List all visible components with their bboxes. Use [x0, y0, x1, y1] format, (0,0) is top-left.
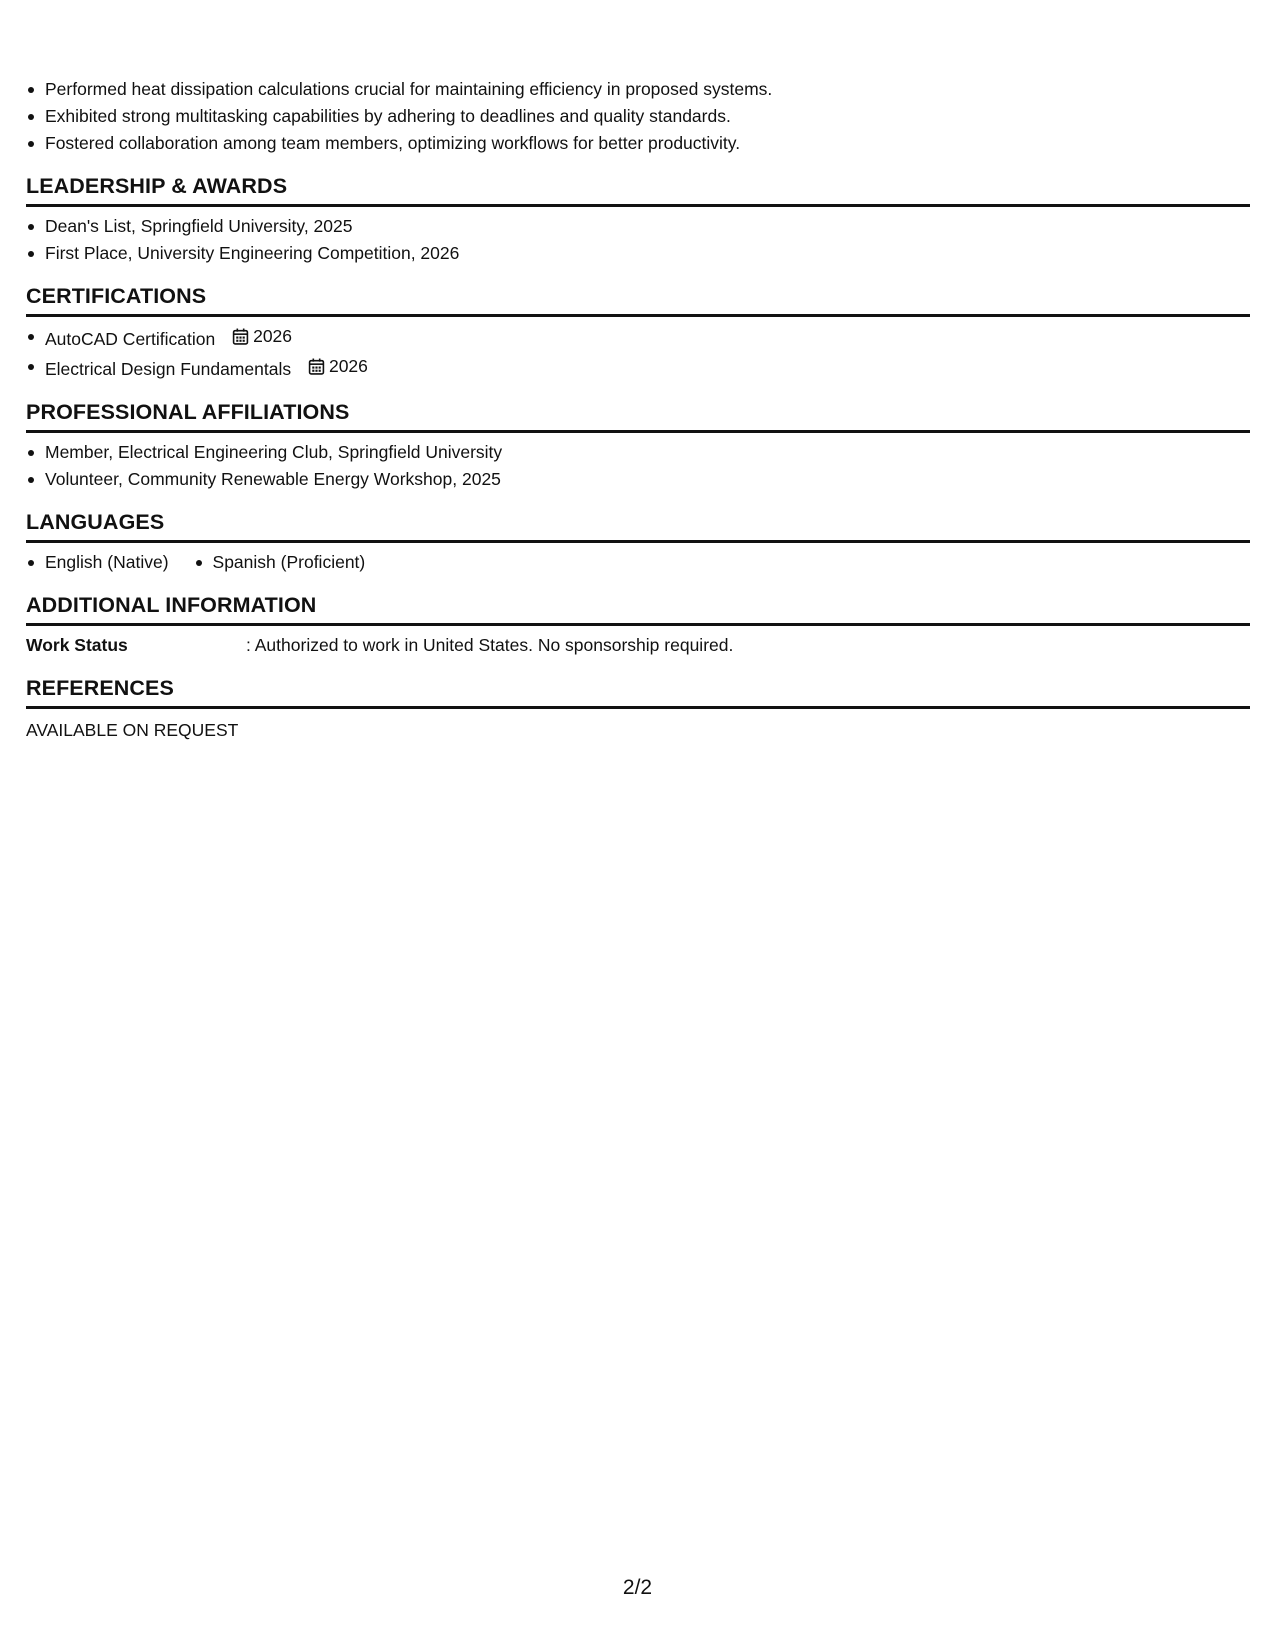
list-item: Spanish (Proficient): [213, 549, 366, 576]
work-status-label: Work Status: [26, 635, 128, 655]
list-item: [45, 323, 1250, 353]
list-item: Fostered collaboration among team members, optimizing workflows for better productivity.: [45, 130, 1250, 157]
list-item: First Place, University Engineering Competition, 2026: [45, 240, 1250, 267]
list-item: Member, Electrical Engineering Club, Springfield University: [45, 439, 1250, 466]
work-status-row: [26, 632, 1250, 659]
list-item: [45, 353, 1250, 383]
list-item: Performed heat dissipation calculations crucial for maintaining efficiency in proposed systems.: [45, 76, 1250, 103]
affiliations-list: [26, 439, 1250, 493]
section-heading-certifications: CERTIFICATIONS: [26, 283, 1250, 317]
list-item: English (Native): [45, 549, 169, 576]
calendar-icon: [232, 328, 249, 345]
certification-date: [232, 323, 292, 350]
certification-year: 2026: [253, 326, 293, 346]
certifications-list: [26, 323, 1250, 383]
list-item: Dean's List, Springfield University, 2025: [45, 213, 1250, 240]
resume-page: [26, 76, 1250, 744]
languages-list: [26, 549, 1250, 576]
calendar-icon: [308, 358, 325, 375]
page-number: 2/2: [622, 1576, 653, 1599]
section-heading-additional-information: ADDITIONAL INFORMATION: [26, 592, 1250, 626]
section-heading-languages: LANGUAGES: [26, 509, 1250, 543]
certification-year: 2026: [328, 356, 368, 376]
section-heading-leadership: LEADERSHIP & AWARDS: [26, 173, 1250, 207]
leadership-list: [26, 213, 1250, 267]
list-item: Exhibited strong multitasking capabilities by adhering to deadlines and quality standards.: [45, 103, 1250, 130]
section-heading-references: REFERENCES: [26, 675, 1250, 709]
experience-bullets: [26, 76, 1250, 157]
section-heading-affiliations: PROFESSIONAL AFFILIATIONS: [26, 399, 1250, 433]
certification-name: Electrical Design Fundamentals: [45, 359, 292, 379]
references-text: AVAILABLE ON REQUEST: [26, 720, 239, 740]
work-status-value: : Authorized to work in United States. No sponsorship required.: [246, 635, 734, 655]
list-item: Volunteer, Community Renewable Energy Workshop, 2025: [45, 466, 1250, 493]
certification-name: AutoCAD Certification: [45, 329, 216, 349]
certification-date: [308, 353, 368, 380]
